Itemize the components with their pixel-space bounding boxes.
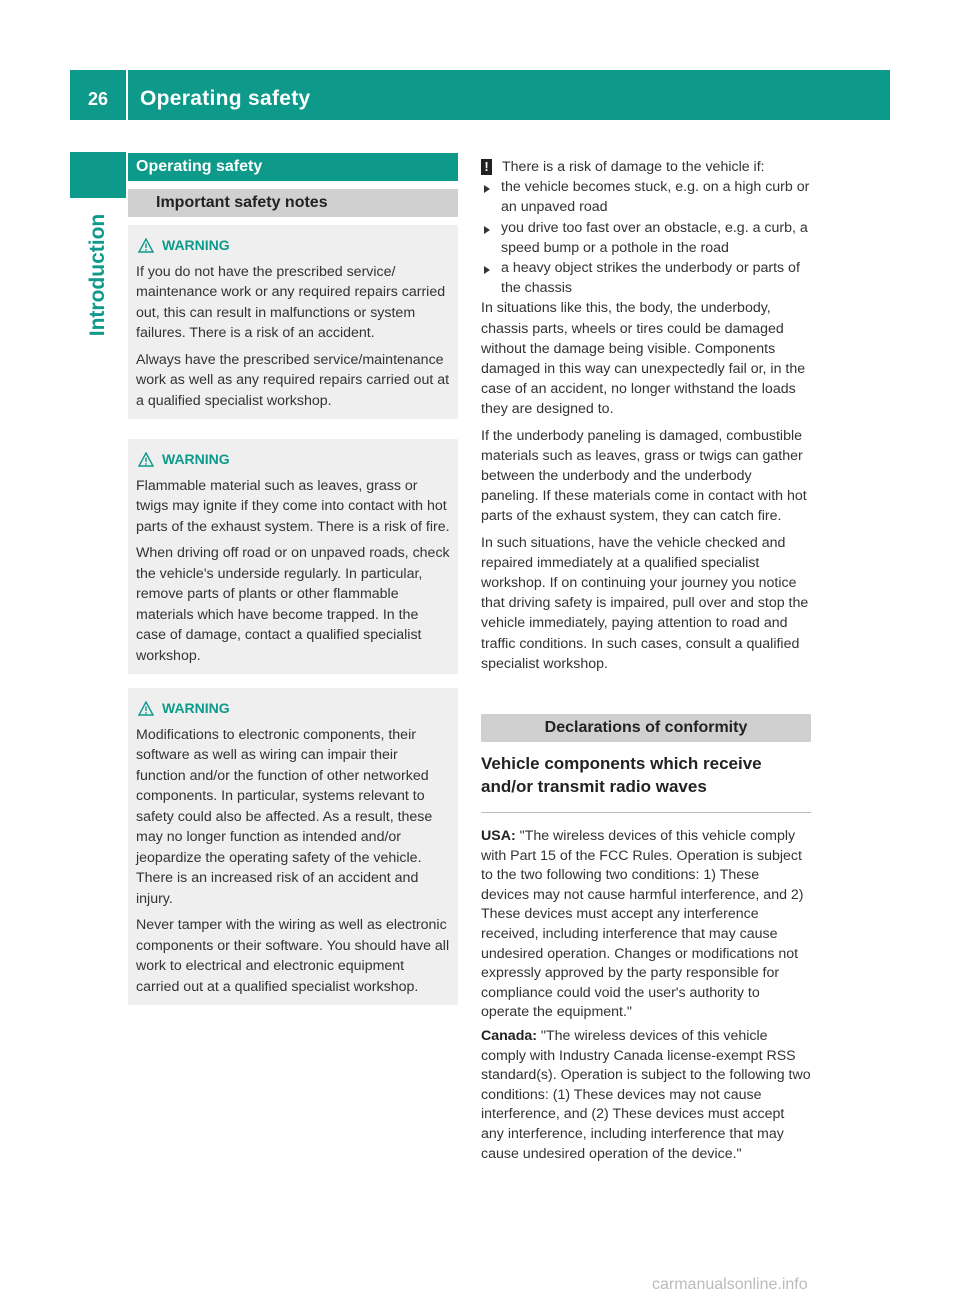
warning-text: Flammable material such as leaves, grass or twigs may ignite if they come into contact with hot parts of the exhaust system. There is a risk of fire.	[136, 477, 450, 535]
warning-text: When driving off road or on unpaved roads, check the vehicle's underside regularly. In particular, remove parts of plants or other flammable materials which have become trapped. In the case of damage, contact a qualified specialist workshop.	[136, 545, 450, 664]
warning-label: WARNING	[162, 700, 230, 716]
list-item: a heavy object strikes the underbody or parts of the chassis	[481, 258, 811, 298]
page-header	[70, 70, 890, 120]
warning-header	[136, 698, 450, 719]
notice-paragraph: In situations like this, the body, the underbody, chassis parts, wheels or tires could be damaged without the damage being visible. Components damaged in this way can unexpectedly fail or, in the case of an accident, no longer withstand the loads they are designed to.	[481, 300, 806, 418]
usa-label: USA:	[481, 828, 516, 845]
warning-text: Always have the prescribed service/maintenance work as well as any required repairs carried out at a qualified specialist workshop.	[136, 351, 450, 409]
warning-header	[136, 235, 450, 256]
conformity-text	[481, 827, 811, 1164]
right-column	[481, 157, 811, 1164]
usa-text: "The wireless devices of this vehicle comply with Part 15 of the FCC Rules. Operation is subject to the two following two conditions: 1) These devices may not cause harmful interference, and 2) These devices must accept any interference received, including interference that may cause undesired operation. Changes or modifications not expressly approved by the party responsible for compliance could void the user's authority to operate the equipment."	[481, 828, 804, 1021]
notice-paragraph: In such situations, have the vehicle checked and repaired immediately at a qualified specialist workshop. If on continuing your journey you notice that driving safety is impaired, pull over and stop the vehicle immediately, paying attention to road and traffic conditions. In such cases, consult a qualified specialist workshop.	[481, 534, 809, 672]
chapter-tab	[70, 152, 126, 198]
warning-label: WARNING	[162, 451, 230, 467]
notice-header	[481, 157, 811, 177]
page-number: 26	[70, 70, 128, 120]
warning-box	[128, 688, 458, 1005]
canada-declaration	[481, 1027, 811, 1164]
list-item: you drive too fast over an obstacle, e.g. a curb, a speed bump or a pothole in the road	[481, 218, 811, 258]
canada-label: Canada:	[481, 1028, 537, 1045]
list-item: the vehicle becomes stuck, e.g. on a high curb or an unpaved road	[481, 177, 811, 217]
chapter-label: Introduction	[86, 213, 109, 337]
declarations-title: Declarations of conformity	[481, 714, 811, 742]
left-column	[128, 153, 458, 1019]
notice-intro: There is a risk of damage to the vehicle if:	[502, 159, 765, 175]
warning-triangle-icon	[138, 238, 154, 253]
watermark: carmanualsonline.info	[652, 1276, 808, 1293]
exclamation-icon: !	[481, 159, 492, 175]
warning-header	[136, 449, 450, 470]
damage-notice	[481, 157, 811, 674]
canada-text: "The wireless devices of this vehicle comply with Industry Canada license-exempt RSS standard(s). Operation is subject to the following two conditions: (1) These devices may not cause interference, and (2) These devices must accept any interference, including interference that may cause undesired operation of the device."	[481, 1028, 811, 1162]
notice-paragraph: If the underbody paneling is damaged, combustible materials such as leaves, grass or twigs can gather between the underbody and the underbody paneling. If these materials come in contact with hot parts of the exhaust system, they can catch fire.	[481, 427, 807, 525]
usa-declaration	[481, 827, 811, 1023]
warning-text: Never tamper with the wiring as well as electronic components or their software. You should have all work to electrical and electronic equipment carried out at a qualified specialist workshop.	[136, 917, 450, 995]
warning-text: Modifications to electronic components, their software as well as wiring can impair their function and/or the function of other networked components. In particular, systems relevant to safety could also be affected. As a result, these may no longer function as intended and/or jeopardize the operating safety of the vehicle. There is an increased risk of an accident and injury.	[136, 726, 433, 907]
section-title: Operating safety	[128, 153, 458, 181]
warning-box	[128, 439, 458, 674]
warning-triangle-icon	[138, 701, 154, 716]
warning-text: If you do not have the prescribed service/ maintenance work or any required repairs carried out, this can result in malfunctions or system failures. There is a risk of an accident.	[136, 263, 446, 341]
warning-box	[128, 225, 458, 419]
header-title: Operating safety	[140, 87, 311, 110]
radio-components-heading: Vehicle components which receive and/or transmit radio waves	[481, 752, 811, 813]
warning-label: WARNING	[162, 237, 230, 253]
warning-triangle-icon	[138, 452, 154, 467]
subsection-title: Important safety notes	[128, 189, 458, 217]
notice-bullet-list	[481, 177, 811, 298]
